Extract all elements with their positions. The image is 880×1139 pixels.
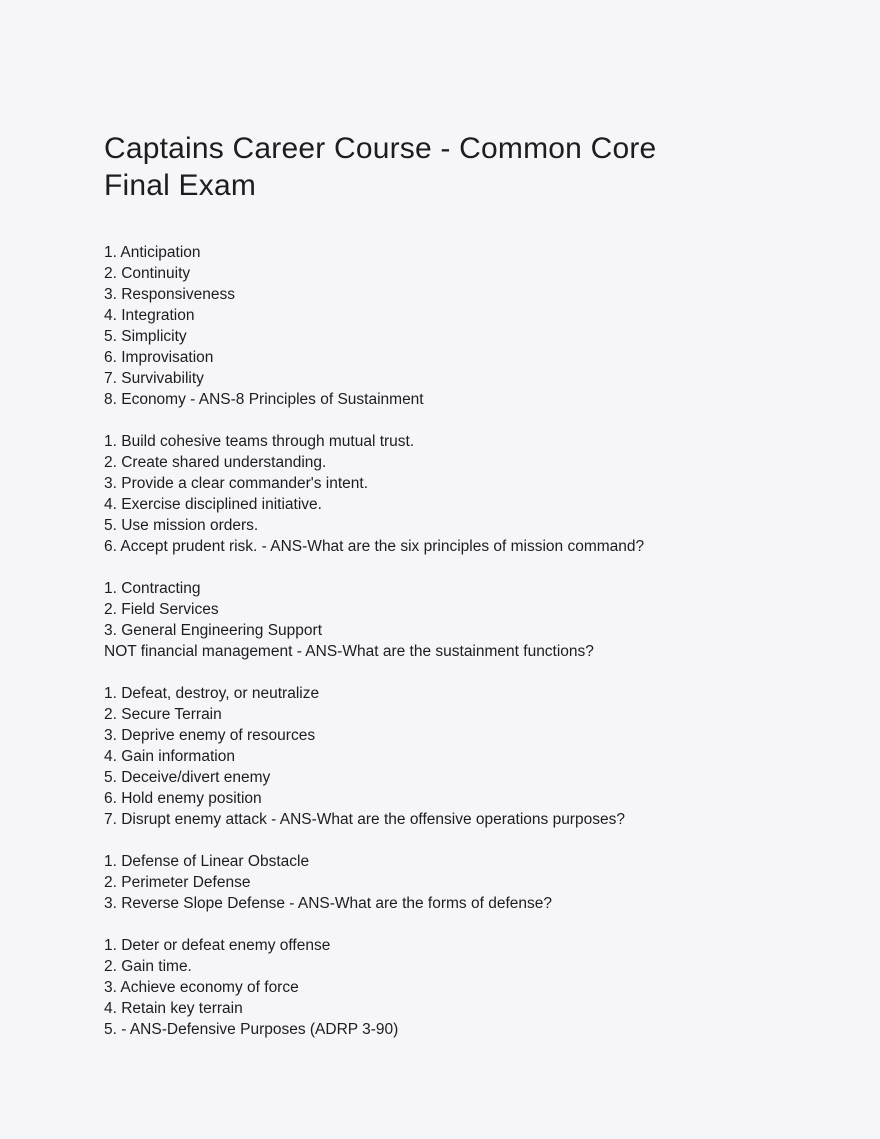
text-line: 1. Defense of Linear Obstacle (104, 853, 310, 870)
text-line: 3. Provide a clear commander's intent. (104, 475, 368, 492)
text-line: 4. Retain key terrain (104, 1000, 243, 1017)
text-line: 8. Economy - ANS-8 Principles of Sustainment (104, 391, 424, 408)
text-line: 6. Improvisation (104, 349, 214, 366)
text-line: 2. Field Services (104, 601, 219, 618)
text-block (104, 851, 780, 914)
text-line: 5. Deceive/divert enemy (104, 769, 271, 786)
text-line: 1. Anticipation (104, 244, 201, 261)
text-block (104, 683, 780, 830)
text-line: 5. Use mission orders. (104, 517, 259, 534)
text-block (104, 578, 780, 662)
text-block (104, 935, 780, 1040)
text-block (104, 242, 780, 410)
text-line: 1. Deter or defeat enemy offense (104, 937, 331, 954)
text-line: 6. Hold enemy position (104, 790, 262, 807)
text-line: 3. Responsiveness (104, 286, 235, 303)
text-line: 2. Continuity (104, 265, 191, 282)
page-title: Captains Career Course - Common Core Final Exam (104, 132, 657, 202)
text-line: 7. Survivability (104, 370, 204, 387)
content-blocks (104, 242, 780, 1040)
text-block (104, 431, 780, 557)
text-line: 6. Accept prudent risk. - ANS-What are the six principles of mission command? (104, 538, 645, 555)
text-line: 3. General Engineering Support (104, 622, 323, 639)
text-line: 4. Gain information (104, 748, 235, 765)
text-line: 1. Contracting (104, 580, 201, 597)
text-line: 3. Reverse Slope Defense - ANS-What are the forms of defense? (104, 895, 553, 912)
text-line: 5. Simplicity (104, 328, 187, 345)
text-line: 1. Defeat, destroy, or neutralize (104, 685, 320, 702)
text-line: NOT financial management - ANS-What are the sustainment functions? (104, 643, 594, 660)
text-line: 3. Deprive enemy of resources (104, 727, 316, 744)
text-line: 1. Build cohesive teams through mutual trust. (104, 433, 415, 450)
text-line: 4. Exercise disciplined initiative. (104, 496, 322, 513)
text-line: 4. Integration (104, 307, 195, 324)
text-line: 5. - ANS-Defensive Purposes (ADRP 3-90) (104, 1021, 399, 1038)
text-line: 2. Create shared understanding. (104, 454, 327, 471)
text-line: 3. Achieve economy of force (104, 979, 299, 996)
text-line: 7. Disrupt enemy attack - ANS-What are the offensive operations purposes? (104, 811, 625, 828)
text-line: 2. Perimeter Defense (104, 874, 251, 891)
text-line: 2. Gain time. (104, 958, 192, 975)
text-line: 2. Secure Terrain (104, 706, 222, 723)
